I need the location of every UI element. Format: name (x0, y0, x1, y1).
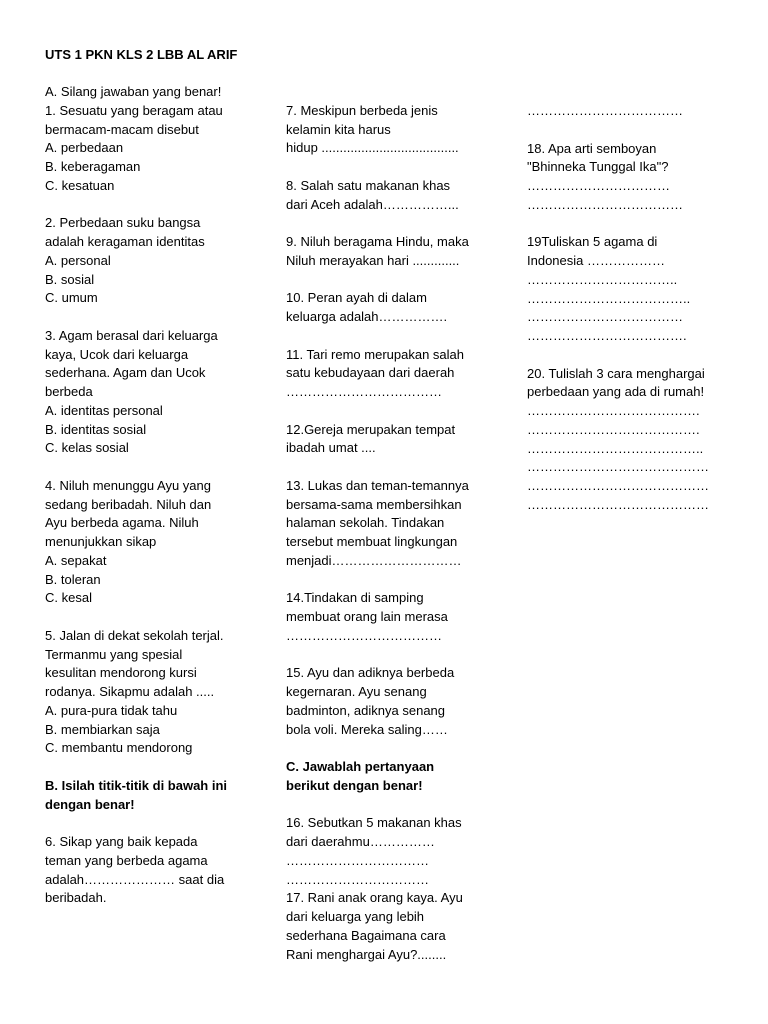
page-title: UTS 1 PKN KLS 2 LBB AL ARIF (45, 47, 238, 62)
spacer (45, 814, 260, 833)
text-line: berikut dengan benar! (286, 777, 423, 793)
text-line: C. membantu mendorong (45, 740, 193, 756)
text-line: Indonesia ……………… (527, 253, 665, 268)
question-block (527, 365, 752, 515)
section-heading (45, 777, 260, 815)
spacer (527, 121, 752, 140)
spacer (286, 158, 501, 177)
text-line: 7. Meskipun berbeda jenis (286, 102, 438, 118)
text-line: A. perbedaan (45, 140, 124, 156)
spacer (286, 571, 501, 590)
text-line: C. Jawablah pertanyaan (286, 759, 435, 774)
text-line: …………………………… (527, 178, 670, 193)
text-line: Termanmu yang spesial (45, 646, 183, 662)
text-line: 1. Sesuatu yang beragam atau (45, 102, 223, 118)
text-line: 3. Agam berasal dari keluarga (45, 327, 218, 343)
text-line: 17. Rani anak orang kaya. Ayu (286, 890, 463, 906)
text-line: A. Silang jawaban yang benar! (45, 84, 222, 99)
spacer (286, 458, 501, 477)
text-line: perbedaan yang ada di rumah! (527, 384, 705, 400)
text-line: halaman sekolah. Tindakan (286, 515, 445, 531)
spacer (527, 346, 752, 365)
text-line: satu kebudayaan dari daerah (286, 365, 455, 381)
text-line: …………………………………. (527, 403, 700, 418)
text-line: A. pura-pura tidak tahu (45, 702, 178, 718)
text-line: bermacam-macam disebut (45, 121, 199, 137)
text-line: ………………………………….. (527, 440, 704, 456)
text-line: sederhana Bagaimana cara (286, 927, 446, 943)
text-line (286, 83, 501, 102)
text-line: C. umum (45, 290, 98, 306)
text-line: Rani menghargai Ayu?........ (286, 946, 447, 962)
spacer (527, 215, 752, 234)
text-line: A. personal (45, 252, 111, 268)
text-line: B. Isilah titik-titik di bawah ini (45, 777, 228, 793)
spacer (286, 271, 501, 290)
text-line: 12.Gereja merupakan tempat (286, 421, 456, 437)
question-block (286, 589, 501, 645)
text-line: ………………………………. (527, 328, 687, 343)
text-line: ……………………………….. (527, 290, 691, 306)
text-line: kegernaran. Ayu senang (286, 684, 427, 699)
text-line: B. toleran (45, 571, 101, 587)
question-block (45, 214, 260, 308)
text-line: rodanya. Sikapmu adalah ..... (45, 684, 215, 699)
text-line: dari keluarga yang lebih (286, 909, 425, 924)
text-line: 15. Ayu dan adiknya berbeda (286, 665, 455, 681)
text-line: …………………………………. (527, 421, 700, 437)
spacer (45, 458, 260, 477)
question-block (527, 102, 752, 121)
spacer (286, 402, 501, 421)
text-line: B. keberagaman (45, 159, 141, 174)
text-line: ibadah umat .... (286, 440, 376, 456)
text-line: …………………………………… (527, 496, 709, 512)
text-line: dari daerahmu…………… (286, 834, 435, 849)
text-line: sederhana. Agam dan Ucok (45, 365, 206, 381)
text-line: adalah keragaman identitas (45, 234, 205, 249)
text-line: Niluh merayakan hari ............. (286, 252, 460, 268)
question-block (527, 140, 752, 215)
text-line: ……………………………… (286, 627, 442, 643)
question-block (286, 289, 501, 327)
text-line: …………………………………… (527, 459, 709, 475)
question-block (45, 477, 260, 608)
text-line: A. sepakat (45, 552, 107, 568)
question-block (45, 83, 260, 196)
spacer (45, 608, 260, 627)
text-line: 14.Tindakan di samping (286, 590, 424, 606)
text-line: 5. Jalan di dekat sekolah terjal. (45, 627, 224, 643)
question-block (45, 833, 260, 908)
question-block (45, 627, 260, 758)
spacer (45, 308, 260, 327)
spacer (45, 758, 260, 777)
text-line: 10. Peran ayah di dalam (286, 290, 427, 306)
text-line: ……………………………… (527, 103, 683, 118)
text-line: C. kesatuan (45, 177, 115, 193)
text-line: dengan benar! (45, 796, 135, 812)
text-line: dari Aceh adalah……………... (286, 196, 459, 212)
text-line: B. sosial (45, 271, 95, 287)
column-middle (286, 83, 501, 964)
section-heading (286, 758, 501, 796)
spacer (286, 796, 501, 815)
text-line: 2. Perbedaan suku bangsa (45, 215, 201, 231)
text-line: adalah………………… saat dia (45, 871, 225, 887)
column-right (527, 102, 752, 515)
text-line: berbeda (45, 384, 93, 399)
text-line: membuat orang lain merasa (286, 609, 448, 624)
question-block (527, 233, 752, 346)
spacer (286, 739, 501, 758)
text-line: kesulitan mendorong kursi (45, 665, 197, 681)
text-line: keluarga adalah……………. (286, 309, 448, 324)
text-line: tersebut membuat lingkungan (286, 534, 458, 549)
question-block (45, 327, 260, 458)
text-line: ……………………………… (286, 384, 442, 399)
text-line: …………………………… (286, 871, 429, 887)
text-line: 20. Tulislah 3 cara menghargai (527, 365, 705, 381)
question-block (286, 83, 501, 158)
question-block (286, 814, 501, 889)
text-line: 9. Niluh beragama Hindu, maka (286, 234, 469, 249)
text-line: B. identitas sosial (45, 421, 147, 437)
question-block (286, 177, 501, 215)
question-block (286, 346, 501, 402)
text-line: bersama-sama membersihkan (286, 496, 462, 512)
text-line: 4. Niluh menunggu Ayu yang (45, 477, 211, 493)
question-block (286, 664, 501, 739)
text-line: 6. Sikap yang baik kepada (45, 834, 198, 849)
text-line: 8. Salah satu makanan khas (286, 177, 451, 193)
spacer (286, 327, 501, 346)
text-line: Ayu berbeda agama. Niluh (45, 515, 199, 531)
spacer (286, 214, 501, 233)
text-line: menunjukkan sikap (45, 534, 157, 549)
column-left (45, 83, 260, 908)
text-line: …………………………….. (527, 271, 678, 287)
spacer (286, 646, 501, 665)
text-line: 13. Lukas dan teman-temannya (286, 477, 469, 493)
text-line: C. kelas sosial (45, 440, 129, 456)
text-line: kelamin kita harus (286, 121, 391, 137)
text-line: 18. Apa arti semboyan (527, 140, 657, 156)
text-line: 11. Tari remo merupakan salah (286, 346, 465, 362)
question-block (286, 233, 501, 271)
text-line: B. membiarkan saja (45, 721, 160, 737)
text-line: sedang beribadah. Niluh dan (45, 496, 212, 512)
text-line: kaya, Ucok dari keluarga (45, 346, 189, 362)
text-line: 19Tuliskan 5 agama di (527, 234, 658, 250)
text-line: 16. Sebutkan 5 makanan khas (286, 815, 462, 831)
text-line: ……………………………… (527, 196, 683, 212)
text-line: C. kesal (45, 590, 92, 606)
text-line: ……………………………… (527, 309, 683, 325)
text-line: …………………………………… (527, 478, 709, 493)
text-line: teman yang berbeda agama (45, 852, 208, 868)
text-line: "Bhinneka Tunggal Ika"? (527, 159, 669, 175)
text-line: …………………………… (286, 852, 429, 868)
question-block (286, 889, 501, 964)
question-block (286, 421, 501, 459)
text-line: bola voli. Mereka saling…… (286, 721, 448, 737)
text-line: beribadah. (45, 890, 107, 906)
question-block (286, 477, 501, 571)
text-line: menjadi………………………… (286, 552, 462, 568)
text-line: A. identitas personal (45, 402, 163, 418)
spacer (45, 196, 260, 215)
text-line: badminton, adiknya senang (286, 702, 446, 718)
text-line: hidup ...................................... (286, 140, 459, 156)
